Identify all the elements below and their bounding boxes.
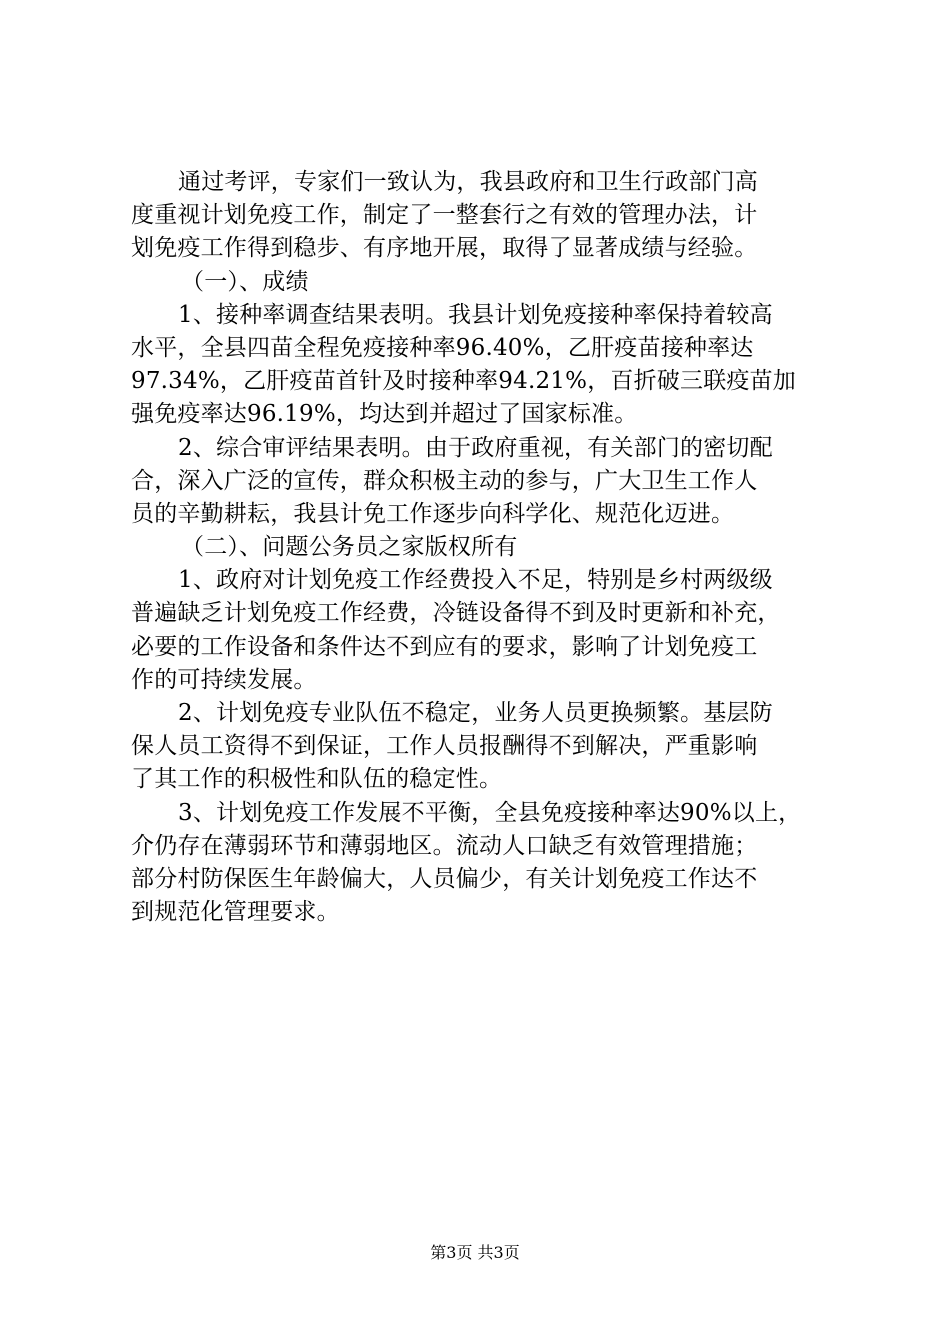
paragraph-line: 3、计划免疫工作发展不平衡，全县免疫接种率达90%以上，: [178, 799, 802, 826]
section-heading: （一）、成绩: [181, 268, 309, 295]
paragraph-line: 作的可持续发展。: [131, 666, 317, 693]
paragraph-line: 员的辛勤耕耘，我县计免工作逐步向科学化、规范化迈进。: [131, 500, 735, 527]
paragraph-line: 1、政府对计划免疫工作经费投入不足，特别是乡村两级级: [178, 567, 773, 594]
paragraph-line: 划免疫工作得到稳步、有序地开展，取得了显著成绩与经验。: [131, 235, 758, 262]
paragraph-line: 部分村防保医生年龄偏大，人员偏少，有关计划免疫工作达不: [131, 865, 758, 892]
paragraph-line: 度重视计划免疫工作，制定了一整套行之有效的管理办法，计: [131, 202, 758, 229]
paragraph-line: 通过考评，专家们一致认为，我县政府和卫生行政部门高: [178, 169, 758, 195]
paragraph-line: 强免疫率达96.19%，均达到并超过了国家标准。: [131, 401, 638, 428]
paragraph-line: 普遍缺乏计划免疫工作经费，冷链设备得不到及时更新和补充，: [131, 600, 781, 627]
page-number-footer: 第3页 共3页: [430, 1243, 520, 1262]
paragraph-line: 到规范化管理要求。: [131, 899, 340, 926]
paragraph-line: 1、接种率调查结果表明。我县计划免疫接种率保持着较高: [178, 301, 773, 328]
section-heading: （二）、问题公务员之家版权所有: [181, 534, 518, 561]
paragraph-line: 了其工作的积极性和队伍的稳定性。: [131, 766, 503, 793]
paragraph-line: 2、综合审评结果表明。由于政府重视，有关部门的密切配: [178, 434, 773, 461]
paragraph-line: 97.34%，乙肝疫苗首针及时接种率94.21%，百折破三联疫苗加: [131, 368, 796, 395]
document-body: [131, 166, 831, 929]
paragraph-line: 2、计划免疫专业队伍不稳定，业务人员更换频繁。基层防: [178, 700, 773, 726]
paragraph-line: 合，深入广泛的宣传，群众积极主动的参与，广大卫生工作人: [131, 467, 758, 494]
paragraph-line: 必要的工作设备和条件达不到应有的要求，影响了计划免疫工: [131, 633, 758, 660]
paragraph-line: 介仍存在薄弱环节和薄弱地区。流动人口缺乏有效管理措施；: [131, 832, 758, 859]
paragraph-line: 保人员工资得不到保证，工作人员报酬得不到解决，严重影响: [131, 733, 758, 760]
paragraph-line: 水平，全县四苗全程免疫接种率96.40%，乙肝疫苗接种率达: [131, 334, 754, 361]
